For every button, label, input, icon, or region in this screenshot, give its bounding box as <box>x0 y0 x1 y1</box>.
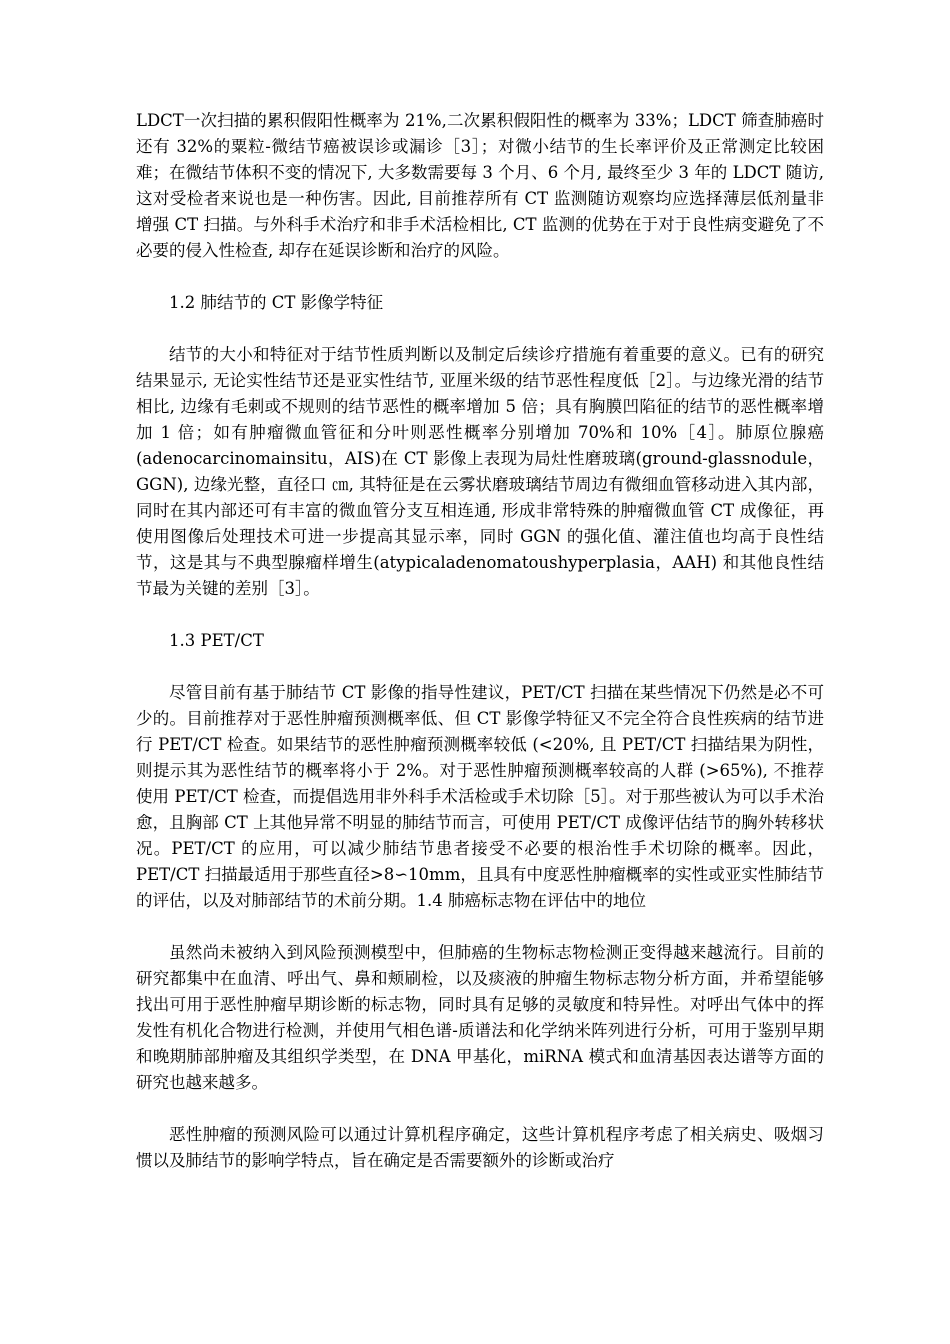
paragraph-ct-features: 结节的大小和特征对于结节性质判断以及制定后续诊疗措施有着重要的意义。已有的研究结果显示, 无论实性结节还是亚实性结节, 亚厘米级的结节恶性程度低［2］。与边缘光滑的结节相比, 边缘有毛刺或不规则的结节恶性的概率增加 5 倍；具有胸膜凹陷征的结节的恶性概率增加 1 倍；如有肿瘤微血管征和分叶则恶性概率分别增加 70%和 10%［4］。肺原位腺癌(adenocarcinomainsitu，AIS)在 CT 影像上表现为局灶性磨玻璃(ground-glassnodule，GGN), 边缘光整，直径口 ㎝, 其特征是在云雾状磨玻璃结节周边有微细血管移动进入其内部，同时在其内部还可有丰富的微血管分支互相连通, 形成非常特殊的肿瘤微血管 CT 成像征，再使用图像后处理技术可进一步提高其显示率，同时 GGN 的强化值、灌注值也均高于良性结节，这是其与不典型腺瘤样增生(atypicaladenomatoushyperplasia，AAH) 和其他良性结节最为关键的差别［3］。 <box>136 345 824 598</box>
section-heading-1-2: 1.2 肺结节的 CT 影像学特征 <box>169 293 384 312</box>
paragraph-ldct-risk: LDCT一次扫描的累积假阳性概率为 21%,二次累积假阳性的概率为 33%；LDCT 筛查肺癌时还有 32%的粟粒-微结节癌被误诊或漏诊［3］；对微小结节的生长率评价及正常测定比较困难；在微结节体积不变的情况下, 大多数需要每 3 个月、6 个月, 最终至少 3 年的 LDCT 随访, 这对受检者来说也是一种伤害。因此, 目前推荐所有 CT 监测随访观察均应选择薄层低剂量非增强 CT 扫描。与外科手术治疗和非手术活检相比, CT 监测的优势在于对于良性病变避免了不必要的侵入性检查, 却存在延误诊断和治疗的风险。 <box>136 111 824 260</box>
paragraph-pet-ct: 尽管目前有基于肺结节 CT 影像的指导性建议，PET/CT 扫描在某些情况下仍然是必不可少的。目前推荐对于恶性肿瘤预测概率低、但 CT 影像学特征又不完全符合良性疾病的结节进行 PET/CT 检查。如果结节的恶性肿瘤预测概率较低 (<20%, 且 PET/CT 扫描结果为阴性，则提示其为恶性结节的概率将小于 2%。对于恶性肿瘤预测概率较高的人群 (>65%), 不推荐使用 PET/CT 检查，而提倡选用非外科手术活检或手术切除［5］。对于那些被认为可以手术治愈，且胸部 CT 上其他异常不明显的肺结节而言，可使用 PET/CT 成像评估结节的胸外转移状况。PET/CT 的应用，可以减少肺结节患者接受不必要的根治性手术切除的概率。因此，PET/CT 扫描最适用于那些直径>8∽10mm，且具有中度恶性肿瘤概率的实性或亚实性肺结节的评估，以及对肺部结节的术前分期。1.4 肺癌标志物在评估中的地位 <box>136 683 824 910</box>
paragraph-risk-prediction: 恶性肿瘤的预测风险可以通过计算机程序确定，这些计算机程序考虑了相关病史、吸烟习惯以及肺结节的影响学特点，旨在确定是否需要额外的诊断或治疗 <box>136 1125 824 1170</box>
paragraph-biomarkers: 虽然尚未被纳入到风险预测模型中，但肺癌的生物标志物检测正变得越来越流行。目前的研究都集中在血清、呼出气、鼻和颊刷检，以及痰液的肿瘤生物标志物分析方面，并希望能够找出可用于恶性肿瘤早期诊断的标志物，同时具有足够的灵敏度和特异性。对呼出气体中的挥发性有机化合物进行检测，并使用气相色谱-质谱法和化学纳米阵列进行分析，可用于鉴别早期和晚期肺部肿瘤及其组织学类型，在 DNA 甲基化，miRNA 模式和血清基因表达谱等方面的研究也越来越多。 <box>136 943 824 1092</box>
document-body <box>136 108 824 1200</box>
section-heading-1-3: 1.3 PET/CT <box>169 631 264 650</box>
